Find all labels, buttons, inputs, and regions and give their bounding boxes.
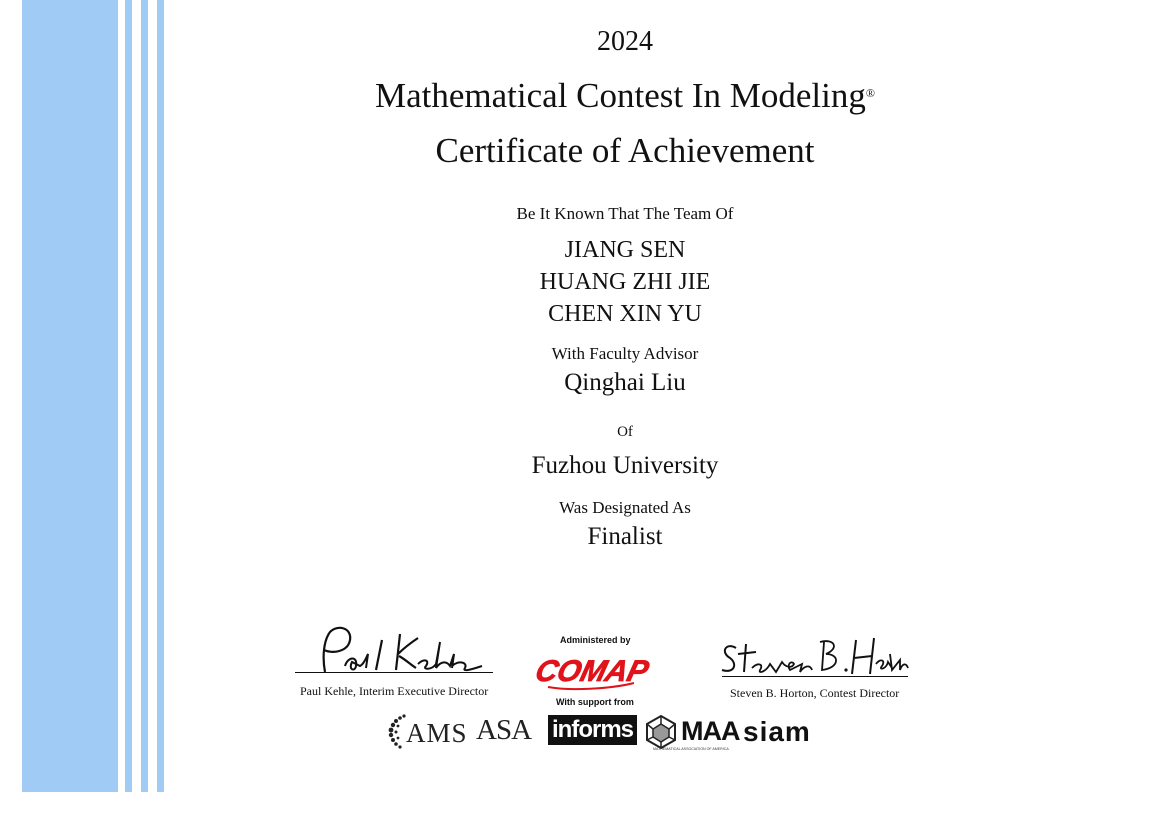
signature-steven-horton [716, 634, 911, 680]
certificate-year: 2024 [597, 26, 653, 57]
support-from-label: With support from [556, 697, 634, 707]
team-member: JIANG SEN [564, 237, 686, 263]
of-label: Of [617, 424, 633, 440]
asa-logo-text: ASA [476, 714, 532, 746]
certificate-subtitle: Certificate of Achievement [435, 131, 815, 170]
right-signature-caption: Steven B. Horton, Contest Director [730, 686, 900, 700]
comap-logo [531, 647, 652, 693]
signature-line-left [295, 672, 493, 673]
left-signature-caption: Paul Kehle, Interim Executive Director [300, 684, 489, 698]
designation-label: Was Designated As [559, 498, 691, 517]
team-member: HUANG ZHI JIE [539, 269, 711, 295]
advisor-name: Qinghai Liu [564, 369, 686, 396]
informs-logo [548, 715, 637, 745]
intro-text: Be It Known That The Team Of [516, 204, 734, 223]
signature-line-right [722, 676, 908, 677]
decorative-stripes [0, 0, 170, 835]
registered-mark: ® [865, 86, 875, 100]
ams-dots-icon [386, 712, 408, 750]
maa-logo-text: MAA [681, 716, 740, 746]
asa-logo [476, 714, 531, 747]
administered-by-label: Administered by [560, 635, 631, 645]
informs-logo-text: informs [548, 715, 637, 745]
institution-name: Fuzhou University [531, 452, 719, 479]
contest-title: Mathematical Contest In Modeling® [375, 76, 875, 115]
maa-polyhedron-icon [643, 714, 679, 750]
team-member: CHEN XIN YU [548, 301, 702, 327]
comap-logo-text: COMAP [531, 654, 652, 688]
award-title: Finalist [587, 523, 663, 550]
advisor-label: With Faculty Advisor [551, 344, 699, 363]
ams-logo-text: AMS [406, 718, 468, 748]
maa-tagline: MATHEMATICAL ASSOCIATION OF AMERICA [653, 747, 729, 751]
siam-logo [743, 716, 811, 748]
siam-logo-text: siam [743, 716, 811, 747]
signature-paul-kehle [300, 620, 495, 680]
